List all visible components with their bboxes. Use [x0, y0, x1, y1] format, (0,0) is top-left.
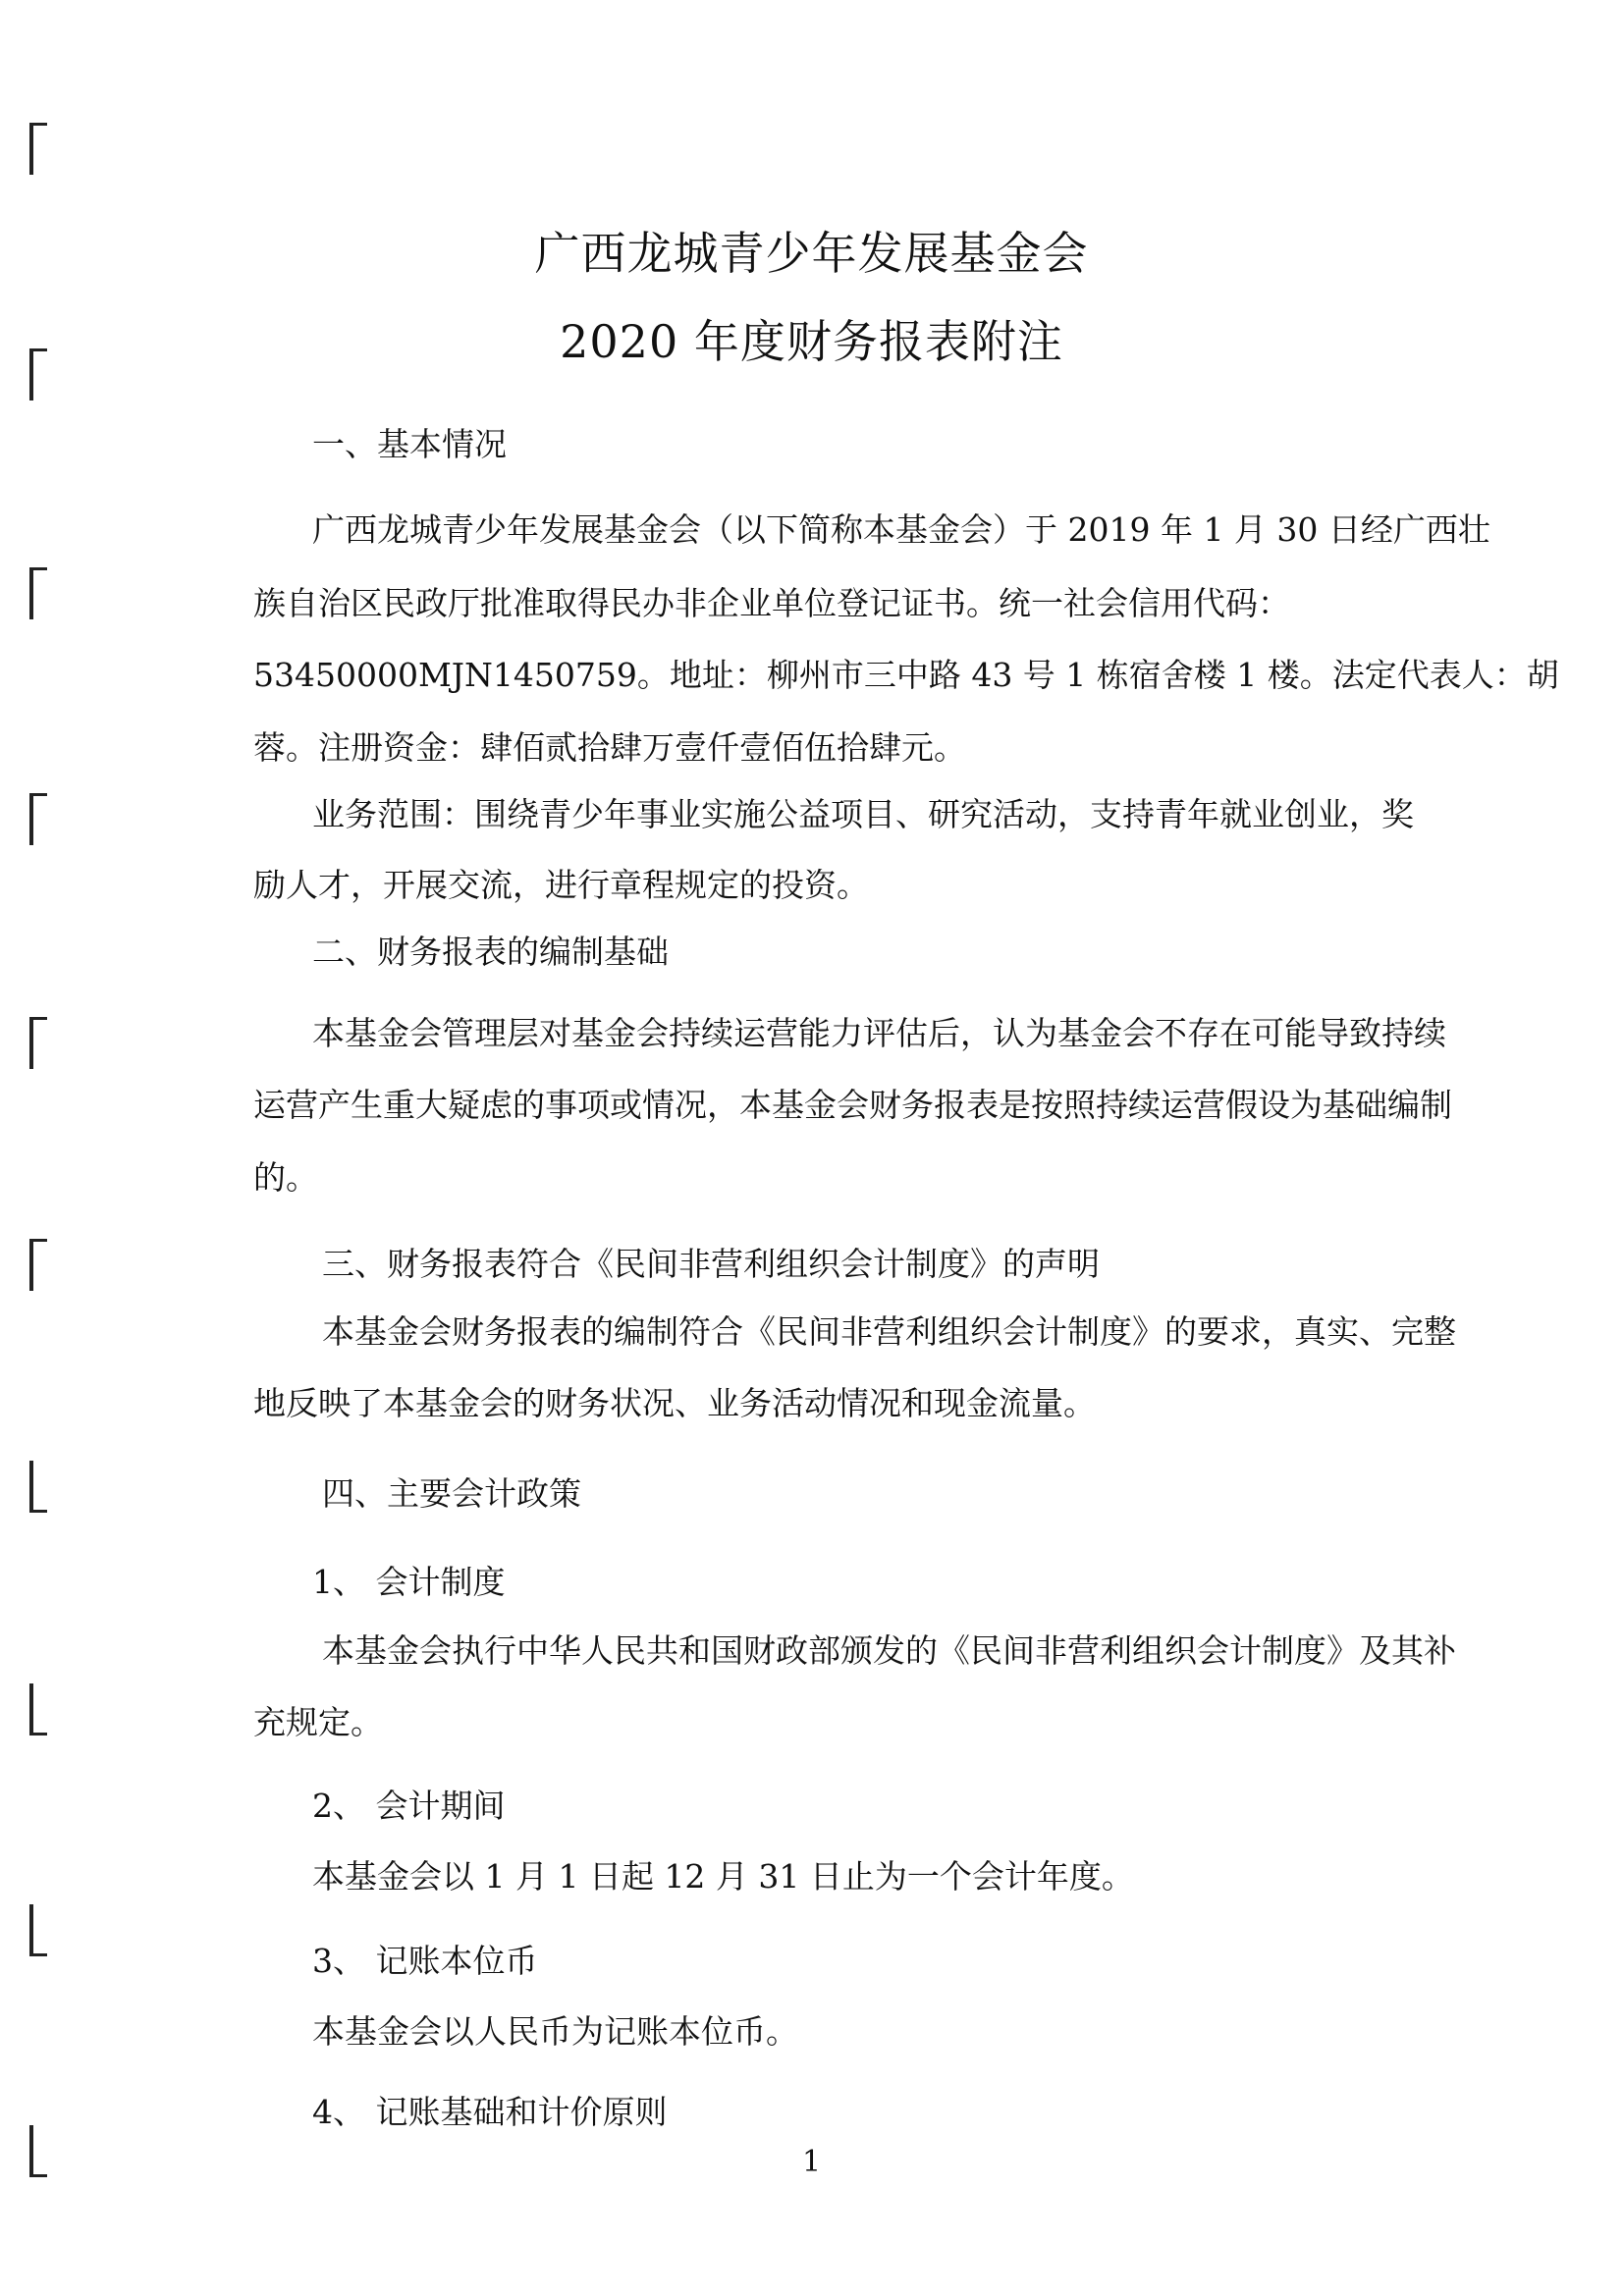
binding-mark: [29, 567, 47, 619]
paragraph-line: 蓉。注册资金：肆佰贰拾肆万壹仟壹佰伍拾肆元。: [253, 728, 966, 767]
binding-mark: [29, 793, 47, 845]
page-number: 1: [801, 2145, 822, 2179]
paragraph-line: 本基金会以人民币为记账本位币。: [312, 2012, 798, 2051]
binding-mark: [29, 123, 47, 175]
paragraph-line: 本基金会执行中华人民共和国财政部颁发的《民间非营利组织会计制度》及其补: [322, 1631, 1456, 1670]
paragraph-line: 充规定。: [253, 1703, 383, 1741]
paragraph-line: 本基金会管理层对基金会持续运营能力评估后，认为基金会不存在可能导致持续: [312, 1014, 1446, 1052]
paragraph-line: 族自治区民政厅批准取得民办非企业单位登记证书。统一社会信用代码：: [253, 584, 1290, 622]
section-heading: 三、财务报表符合《民间非营利组织会计制度》的声明: [322, 1245, 1100, 1283]
document-subtitle: 2020 年度财务报表附注: [560, 315, 1063, 368]
paragraph-line: 本基金会财务报表的编制符合《民间非营利组织会计制度》的要求，真实、完整: [322, 1312, 1456, 1351]
paragraph-line: 53450000MJN1450759。地址：柳州市三中路 43 号 1 栋宿舍楼 1 楼。法定代表人：胡: [253, 656, 1559, 694]
subsection-heading: 2、 会计期间: [312, 1787, 506, 1825]
paragraph-line: 运营产生重大疑虑的事项或情况，本基金会财务报表是按照持续运营假设为基础编制: [253, 1086, 1452, 1124]
binding-mark: [29, 1683, 47, 1735]
paragraph-line: 的。: [253, 1158, 318, 1197]
subsection-heading: 3、 记账本位币: [312, 1942, 538, 1980]
subsection-heading: 1、 会计制度: [312, 1563, 506, 1601]
binding-mark: [29, 1904, 47, 1956]
paragraph-line: 励人才，开展交流，进行章程规定的投资。: [253, 866, 869, 904]
paragraph-line: 本基金会以 1 月 1 日起 12 月 31 日止为一个会计年度。: [312, 1857, 1134, 1896]
document-title: 广西龙城青少年发展基金会: [534, 227, 1089, 280]
binding-mark: [29, 1017, 47, 1069]
binding-mark: [29, 1239, 47, 1291]
section-heading: 二、财务报表的编制基础: [312, 933, 669, 971]
paragraph-line: 地反映了本基金会的财务状况、业务活动情况和现金流量。: [253, 1384, 1096, 1422]
subsection-heading: 4、 记账基础和计价原则: [312, 2093, 668, 2131]
paragraph-line: 广西龙城青少年发展基金会（以下简称本基金会）于 2019 年 1 月 30 日经广西壮: [312, 510, 1490, 549]
binding-mark: [29, 1461, 47, 1513]
section-heading: 四、主要会计政策: [322, 1474, 581, 1513]
section-heading: 一、基本情况: [312, 425, 507, 463]
paragraph-line: 业务范围：围绕青少年事业实施公益项目、研究活动，支持青年就业创业，奖: [312, 795, 1414, 833]
